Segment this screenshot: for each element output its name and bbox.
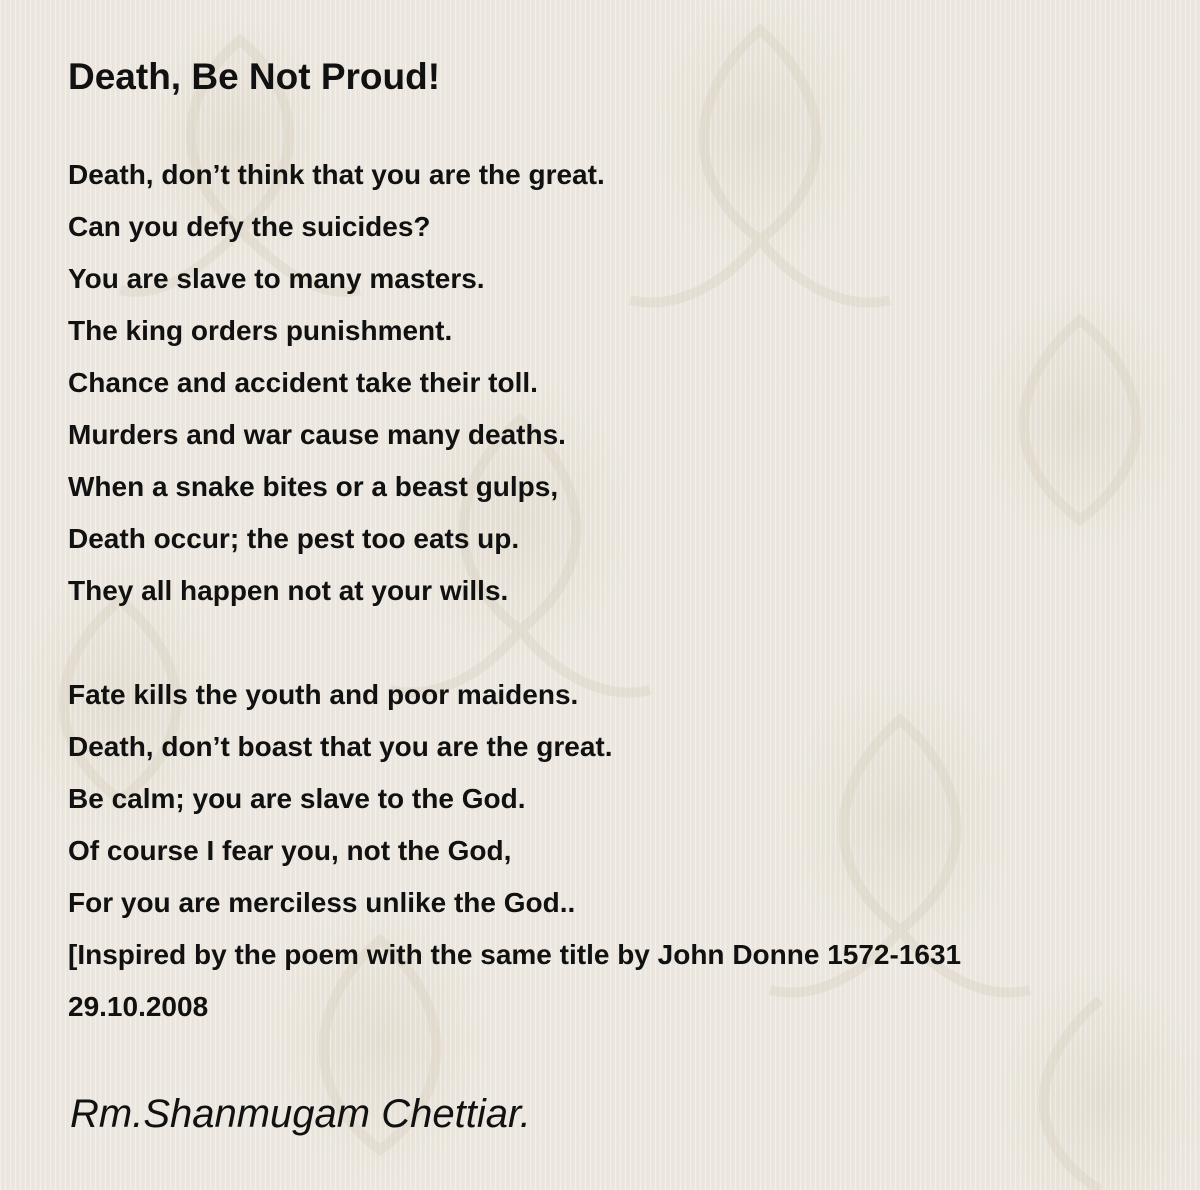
poem-line: Death occur; the pest too eats up.	[68, 523, 520, 554]
poem-note: [Inspired by the poem with the same title by John Donne 1572-1631	[68, 939, 962, 970]
stanza-2	[68, 669, 961, 1033]
poem-line: When a snake bites or a beast gulps,	[68, 471, 559, 502]
poem-line: They all happen not at your wills.	[68, 575, 509, 606]
poem-line: Of course I fear you, not the God,	[68, 835, 512, 866]
poem-line: Fate kills the youth and poor maidens.	[68, 679, 579, 710]
poem-line: Murders and war cause many deaths.	[68, 419, 566, 450]
poem-line: Be calm; you are slave to the God.	[68, 783, 526, 814]
poem-author: Rm.Shanmugam Chettiar.	[70, 1092, 531, 1136]
poem-date: 29.10.2008	[68, 991, 209, 1022]
poem-line: Death, don’t boast that you are the great.	[68, 731, 613, 762]
poem-line: You are slave to many masters.	[68, 263, 485, 294]
poem-line: Death, don’t think that you are the great.	[68, 159, 605, 190]
poem-line: Chance and accident take their toll.	[68, 367, 538, 398]
poem-line: For you are merciless unlike the God..	[68, 887, 576, 918]
poem-line: The king orders punishment.	[68, 315, 453, 346]
poem	[68, 55, 1178, 1022]
poem-title: Death, Be Not Proud!	[68, 56, 441, 97]
stanza-1	[68, 149, 605, 617]
poem-line: Can you defy the suicides?	[68, 211, 431, 242]
